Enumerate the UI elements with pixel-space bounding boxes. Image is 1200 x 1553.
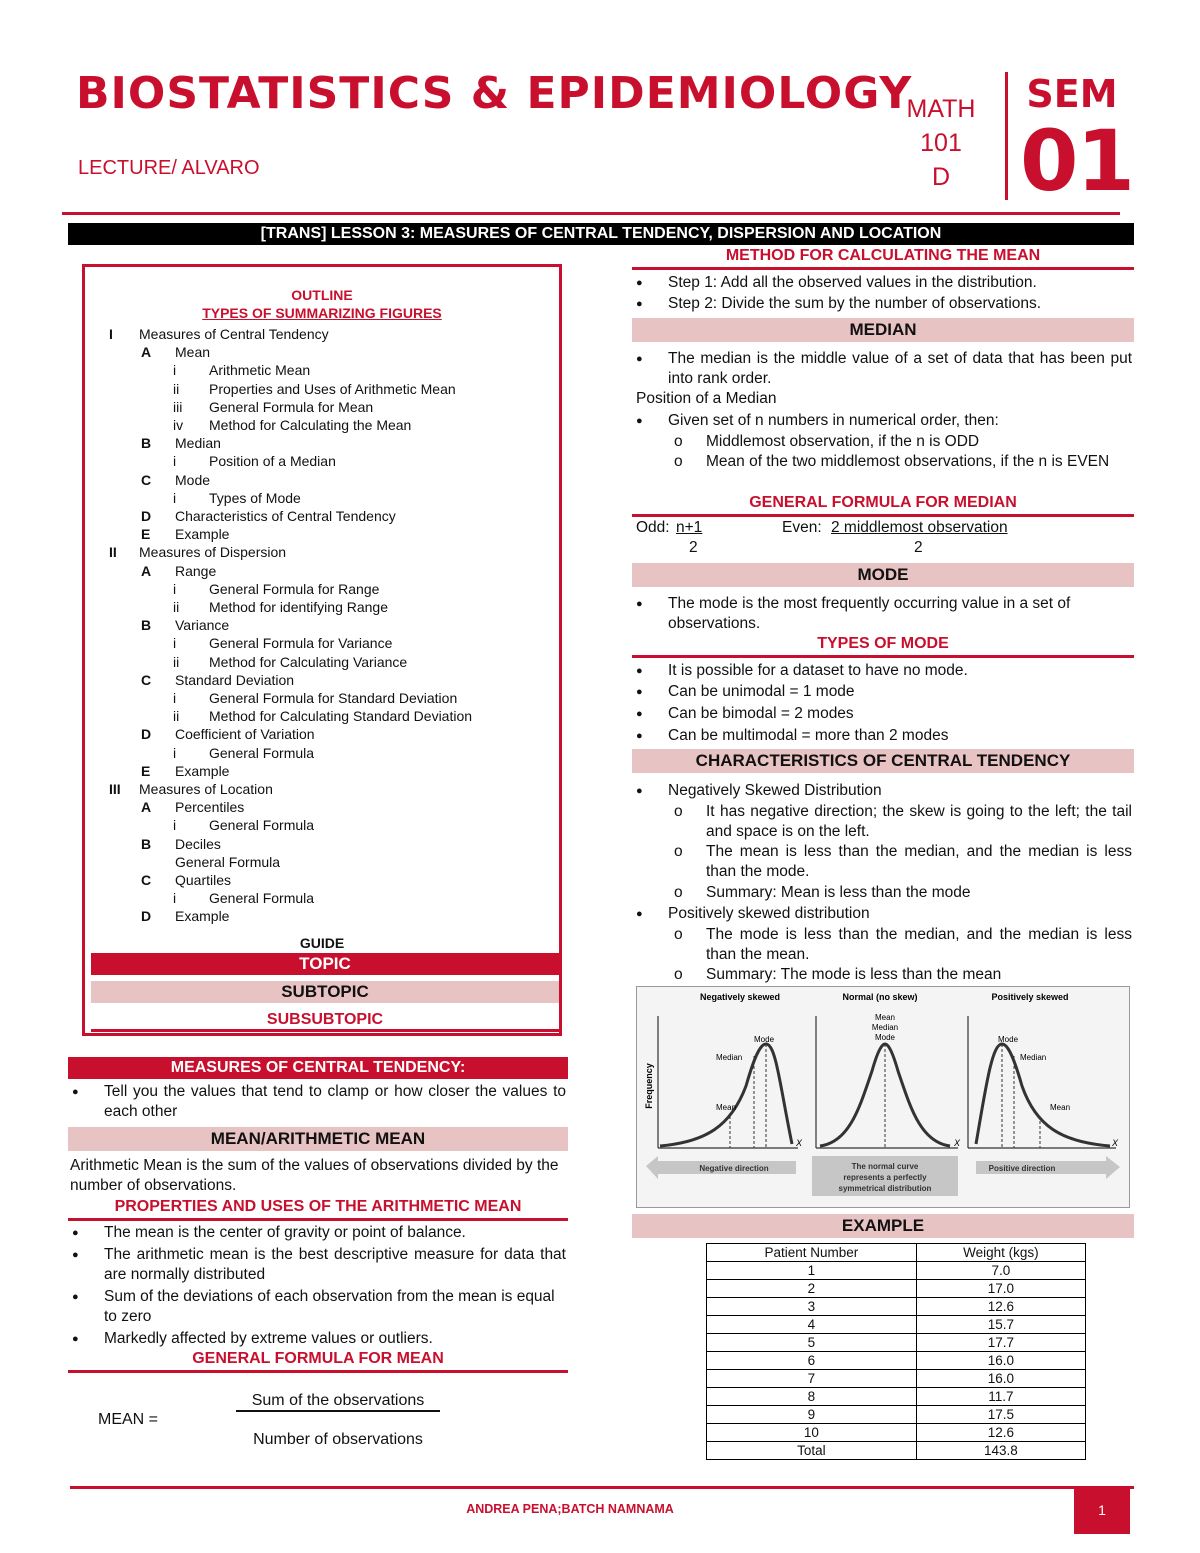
mean-header: MEAN/ARITHMETIC MEAN (68, 1127, 568, 1151)
neg-x-label: X (796, 1138, 803, 1148)
weight-cell: 15.7 (916, 1316, 1085, 1334)
outline-item-text: Coefficient of Variation (175, 726, 315, 743)
outline-item-number: iii (173, 398, 183, 415)
lesson-banner: [TRANS] LESSON 3: MEASURES OF CENTRAL TENDENCY, DISPERSION AND LOCATION (68, 223, 1134, 245)
median-given: ● Given set of n numbers in numerical order, then: (632, 411, 1132, 431)
outline-item-number: III (109, 781, 121, 797)
characteristics-header: CHARACTERISTICS OF CENTRAL TENDENCY (632, 749, 1134, 773)
table-row (707, 1334, 1086, 1352)
median-position: Position of a Median (636, 390, 777, 407)
pos-median-label: Median (1020, 1053, 1047, 1062)
table-row (707, 1424, 1086, 1442)
outline-item-number: A (141, 562, 152, 579)
formula-denominator: Number of observations (253, 1431, 423, 1448)
outline-item-number: B (141, 835, 152, 852)
table-total-row (707, 1442, 1086, 1460)
outline-item-number: i (173, 580, 177, 597)
fig-norm-title: Normal (no skew) (842, 992, 918, 1002)
outline-subtitle: TYPES OF SUMMARIZING FIGURES (202, 305, 442, 321)
header-rule (62, 212, 1120, 215)
pos-mode-label: Mode (998, 1035, 1019, 1044)
outline-item-text: Characteristics of Central Tendency (175, 508, 396, 524)
neg-mean-label: Mean (716, 1103, 737, 1112)
pos-x-label: X (1112, 1138, 1119, 1148)
mode-type: ● Can be multimodal = more than 2 modes (632, 726, 1132, 746)
outline-item-number: C (141, 471, 152, 488)
outline-item-number: II (109, 544, 117, 561)
prop-item: ● The mean is the center of gravity or point of balance. (68, 1223, 566, 1243)
formula-header: GENERAL FORMULA FOR MEAN (68, 1349, 568, 1373)
outline-item-text: General Formula for Variance (209, 635, 393, 652)
outline-item-number: E (141, 526, 151, 543)
outline-item-text: Example (175, 526, 230, 543)
outline-item-text: Percentiles (175, 799, 245, 816)
outline-item-text: General Formula for Range (209, 580, 380, 597)
outline-item-number: i (173, 635, 177, 652)
outline-item-number: D (141, 726, 152, 743)
neg-mode-label: Mode (754, 1035, 775, 1044)
outline-item-text: Measures of Central Tendency (139, 326, 329, 342)
outline-item-text: Example (175, 908, 230, 925)
course-line-1: MATH (906, 95, 976, 123)
outline-item-number: i (173, 362, 177, 379)
patient-number-cell: 8 (707, 1388, 917, 1406)
outline-item-number: A (141, 344, 152, 361)
neg-median-label: Median (716, 1053, 743, 1062)
outline-item-number: i (173, 690, 177, 706)
mode-type: ● It is possible for a dataset to have no mode. (632, 661, 1132, 681)
norm-direction-line2: represents a perfectly (843, 1173, 927, 1182)
median-definition: ● The median is the middle value of a set of data that has been put into rank order. (632, 349, 1132, 389)
footer-rule (70, 1486, 1134, 1489)
outline-item-number: i (173, 890, 177, 907)
outline-item-text: Method for Calculating the Mean (209, 417, 412, 433)
outline-item-number: i (173, 453, 177, 470)
outline-item-number: D (141, 508, 152, 524)
method-step: ● Step 2: Divide the sum by the number of observations. (632, 294, 1132, 314)
outline-item-number: iv (173, 417, 184, 433)
patient-number-cell: 4 (707, 1316, 917, 1334)
mode-definition: ● The mode is the most frequently occurring value in a set of observations. (632, 594, 1132, 634)
weight-cell: 12.6 (916, 1298, 1085, 1316)
header-divider (1005, 72, 1008, 200)
table-row (707, 1280, 1086, 1298)
outline-item-text: Mode (175, 471, 211, 488)
median-odd: o Middlemost observation, if the n is ODD (670, 432, 1132, 452)
weight-cell: 16.0 (916, 1352, 1085, 1370)
negative-skew-title: ● Negatively Skewed Distribution (632, 781, 1132, 801)
median-even: o Mean of the two middlemost observations, if the n is EVEN (670, 452, 1132, 472)
course-code (906, 92, 976, 194)
norm-mode-label: Mode (874, 1033, 896, 1042)
outline-item-number: D (141, 908, 152, 925)
negative-skew-point: o The mean is less than the median, and the median is less than the mode. (670, 842, 1132, 882)
outline-item-number: i (173, 489, 177, 506)
outline-title: OUTLINE (291, 287, 353, 303)
formula-label: MEAN = (98, 1411, 159, 1428)
neg-direction-label: Negative direction (699, 1164, 769, 1173)
patient-number-cell: 10 (707, 1424, 917, 1442)
method-step: ● Step 1: Add all the observed values in the distribution. (632, 273, 1132, 293)
median-formula-header: GENERAL FORMULA FOR MEDIAN (632, 493, 1134, 517)
outline-item-text: Range (175, 562, 217, 579)
outline-item-text: Position of a Median (209, 453, 336, 470)
fig-pos-title: Positively skewed (991, 992, 1069, 1002)
pos-direction-label: Positive direction (988, 1164, 1056, 1173)
table-header-row (707, 1244, 1086, 1262)
norm-direction-line1: The normal curve (851, 1162, 919, 1171)
course-line-3: D (931, 163, 951, 191)
example-header: EXAMPLE (632, 1214, 1134, 1238)
mct-header: MEASURES OF CENTRAL TENDENCY: (68, 1057, 568, 1079)
example-table (706, 1243, 1086, 1460)
outline-item-number: B (141, 435, 152, 452)
total-label: Total (707, 1442, 917, 1460)
outline-item-text: Properties and Uses of Arithmetic Mean (209, 380, 456, 397)
negative-skew-point: o Summary: Mean is less than the mode (670, 883, 1132, 903)
outline-item-text: Variance (175, 617, 230, 634)
mode-type: ● Can be unimodal = 1 mode (632, 682, 1132, 702)
guide-subtopic: SUBTOPIC (91, 981, 559, 1003)
skewness-figure (636, 986, 1130, 1208)
patient-number-cell: 5 (707, 1334, 917, 1352)
weight-cell: 12.6 (916, 1424, 1085, 1442)
outline-box (82, 264, 562, 1036)
table-row (707, 1316, 1086, 1334)
outline-item-number: ii (173, 599, 180, 615)
norm-mean-label: Mean (874, 1013, 896, 1022)
negative-skew-point: o It has negative direction; the skew is going to the left; the tail and space is on the left. (670, 802, 1132, 842)
table-row (707, 1352, 1086, 1370)
weight-cell: 16.0 (916, 1370, 1085, 1388)
table-row (707, 1370, 1086, 1388)
method-header: METHOD FOR CALCULATING THE MEAN (632, 246, 1134, 270)
norm-median-label: Median (871, 1023, 899, 1032)
patient-number-cell: 2 (707, 1280, 917, 1298)
outline-item-text: Measures of Dispersion (139, 544, 287, 561)
outline-item-text: General Formula (175, 853, 281, 870)
median-header: MEDIAN (632, 318, 1134, 342)
mean-definition: Arithmetic Mean is the sum of the values of observations divided by the number of observations. (70, 1157, 559, 1194)
types-header: TYPES OF MODE (632, 634, 1134, 658)
odd-denominator: 2 (689, 539, 698, 556)
odd-label: Odd: (636, 519, 670, 536)
table-row (707, 1262, 1086, 1280)
outline-item-number: i (173, 817, 177, 834)
sem-number: 01 (1020, 112, 1133, 210)
outline-item-text: General Formula for Mean (209, 398, 374, 415)
props-header: PROPERTIES AND USES OF THE ARITHMETIC MEAN (68, 1197, 568, 1221)
patient-number-cell: 6 (707, 1352, 917, 1370)
outline-item-number: C (141, 872, 152, 888)
fig-neg-title: Negatively skewed (699, 992, 781, 1002)
prop-item: ● Markedly affected by extreme values or outliers. (68, 1329, 566, 1349)
even-label: Even: (782, 519, 822, 536)
footer-author: ANDREA PENA;BATCH NAMNAMA (466, 1502, 674, 1516)
document-title: BIOSTATISTICS & EPIDEMIOLOGY (76, 68, 913, 119)
outline-item-text: Quartiles (175, 872, 232, 888)
norm-direction-line3: symmetrical distribution (838, 1184, 932, 1193)
weight-cell: 7.0 (916, 1262, 1085, 1280)
outline-item-number: ii (173, 653, 180, 670)
outline-item-text: Method for Calculating Standard Deviation (209, 708, 473, 725)
outline-item-number: I (109, 326, 113, 342)
weight-cell: 11.7 (916, 1388, 1085, 1406)
outline-item-number: ii (173, 708, 180, 725)
table-row (707, 1406, 1086, 1424)
total-value: 143.8 (916, 1442, 1085, 1460)
outline-item-text: Measures of Location (139, 781, 273, 797)
patient-number-cell: 7 (707, 1370, 917, 1388)
outline-item-number: E (141, 762, 151, 779)
sem-label: SEM (1026, 72, 1118, 116)
outline-item-number: ii (173, 380, 180, 397)
page-number: 1 (1074, 1486, 1130, 1534)
positive-skew-title: ● Positively skewed distribution (632, 904, 1132, 924)
positive-skew-point: o Summary: The mode is less than the mean (670, 965, 1132, 985)
weight-cell: 17.5 (916, 1406, 1085, 1424)
prop-item: ● Sum of the deviations of each observation from the mean is equal to zero (68, 1287, 566, 1327)
mct-bullet: ● Tell you the values that tend to clamp or how closer the values to each other (68, 1082, 566, 1122)
table-row (707, 1388, 1086, 1406)
table-row (707, 1298, 1086, 1316)
outline-item-text: Arithmetic Mean (209, 362, 311, 379)
outline-item-text: Mean (175, 344, 211, 361)
column-header: Weight (kgs) (916, 1244, 1085, 1262)
course-line-2: 101 (920, 129, 962, 157)
patient-number-cell: 3 (707, 1298, 917, 1316)
outline-item-text: Types of Mode (209, 489, 301, 506)
weight-cell: 17.7 (916, 1334, 1085, 1352)
odd-numerator: n+1 (676, 519, 703, 536)
even-denominator: 2 (914, 539, 923, 556)
positive-skew-point: o The mode is less than the median, and the median is less than the mean. (670, 925, 1132, 965)
lecturer: LECTURE/ ALVARO (78, 157, 260, 179)
prop-item: ● The arithmetic mean is the best descriptive measure for data that are normally distributed (68, 1245, 566, 1285)
outline-item-text: General Formula (209, 817, 315, 834)
outline-item-text: General Formula for Standard Deviation (209, 690, 458, 706)
table-body (707, 1262, 1086, 1442)
outline-item-number: i (173, 744, 177, 761)
weight-cell: 17.0 (916, 1280, 1085, 1298)
even-numerator: 2 middlemost observation (831, 519, 1008, 536)
norm-x-label: X (954, 1138, 961, 1148)
mode-type: ● Can be bimodal = 2 modes (632, 704, 1132, 724)
outline-item-number: A (141, 799, 152, 816)
outline-item-text: General Formula (209, 744, 315, 761)
outline-item-text: Method for Calculating Variance (209, 653, 408, 670)
patient-number-cell: 9 (707, 1406, 917, 1424)
guide-subsubtopic: SUBSUBTOPIC (91, 1009, 559, 1032)
fig-ylabel: Frequency (644, 1063, 654, 1109)
outline-item-number: B (141, 617, 152, 634)
pos-mean-label: Mean (1050, 1103, 1071, 1112)
outline-item-text: General Formula (209, 890, 315, 907)
outline-item-text: Median (175, 435, 221, 452)
outline-item-text: Standard Deviation (175, 671, 295, 688)
mode-header: MODE (632, 563, 1134, 587)
outline-item-number: C (141, 671, 152, 688)
formula-numerator: Sum of the observations (236, 1391, 440, 1412)
guide-label: GUIDE (299, 935, 345, 951)
outline-item-text: Method for identifying Range (209, 599, 388, 615)
outline-item-text: Deciles (175, 835, 221, 852)
patient-number-cell: 1 (707, 1262, 917, 1280)
outline-item-text: Example (175, 762, 230, 779)
guide-topic: TOPIC (91, 953, 559, 975)
column-header: Patient Number (707, 1244, 917, 1262)
